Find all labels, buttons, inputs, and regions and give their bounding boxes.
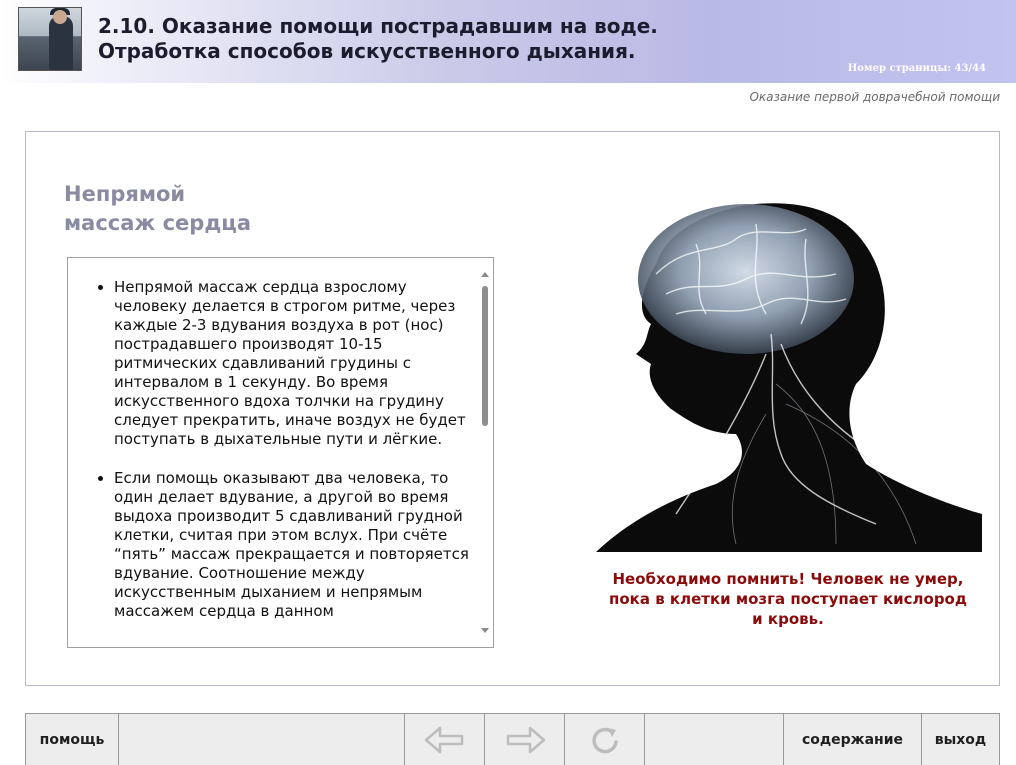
scrollbar-thumb[interactable] bbox=[482, 286, 488, 426]
scroll-down-arrow-icon[interactable] bbox=[481, 628, 489, 633]
arrow-right-icon bbox=[502, 722, 548, 758]
course-subtitle: Оказание первой доврачебной помощи bbox=[749, 90, 1000, 104]
toolbar-spacer bbox=[119, 714, 405, 765]
contents-button-label: содержание bbox=[801, 731, 904, 748]
rescuer-thumbnail-image bbox=[18, 7, 82, 71]
scroll-up-arrow-icon[interactable] bbox=[481, 272, 489, 277]
bullet-list bbox=[68, 258, 493, 621]
page-number: Номер страницы: 43/44 bbox=[847, 63, 986, 74]
warning-note: Необходимо помнить! Человек не умер, пока в клетки мозга поступает кислород и кровь. bbox=[609, 570, 967, 628]
brain-nervous-system-image bbox=[596, 184, 982, 552]
contents-button[interactable] bbox=[784, 714, 922, 765]
back-button[interactable] bbox=[405, 714, 485, 765]
forward-button[interactable] bbox=[485, 714, 565, 765]
bottom-toolbar bbox=[25, 713, 1000, 765]
list-item: • Непрямой массаж сердца взрослому человеку делается в строгом ритме, через каждые 2-3 вдувания воздуха в рот (нос) пострадавшего производят 10-15 ритмических сдавливаний грудины с интервалом в 1 секунду. Во время искусственного вдоха толчки на грудину следует прекратить, иначе воздух не будет поступать в дыхательные пути и лёгкие. bbox=[114, 278, 469, 449]
section-title-line1: Непрямой bbox=[64, 182, 186, 206]
help-button-label: помощь bbox=[39, 731, 105, 748]
arrow-left-icon bbox=[422, 722, 468, 758]
exit-button-label: выход bbox=[934, 731, 987, 748]
section-title bbox=[64, 180, 251, 238]
content-panel bbox=[25, 131, 1000, 686]
vertical-scrollbar[interactable] bbox=[477, 258, 493, 647]
exit-button[interactable] bbox=[922, 714, 999, 765]
toolbar-spacer bbox=[645, 714, 784, 765]
refresh-icon bbox=[582, 722, 628, 758]
text-scroll-box[interactable] bbox=[67, 257, 494, 648]
reload-button[interactable] bbox=[565, 714, 645, 765]
header-banner bbox=[0, 0, 1016, 83]
list-item: • Если помощь оказывают два человека, то один делает вдувание, а другой во время выдоха производит 5 сдавливаний грудной клетки, считая при этом вслух. При счёте “пять” массаж прекращается и повторяется вдувание. Соотношение между искусственным дыханием и непрямым массажем сердца в данном bbox=[114, 469, 469, 621]
section-title-line2: массаж сердца bbox=[64, 211, 252, 235]
help-button[interactable] bbox=[26, 714, 119, 765]
page-title: 2.10. Оказание помощи пострадавшим на воде. Отработка способов искусственного дыхания. bbox=[98, 14, 658, 63]
